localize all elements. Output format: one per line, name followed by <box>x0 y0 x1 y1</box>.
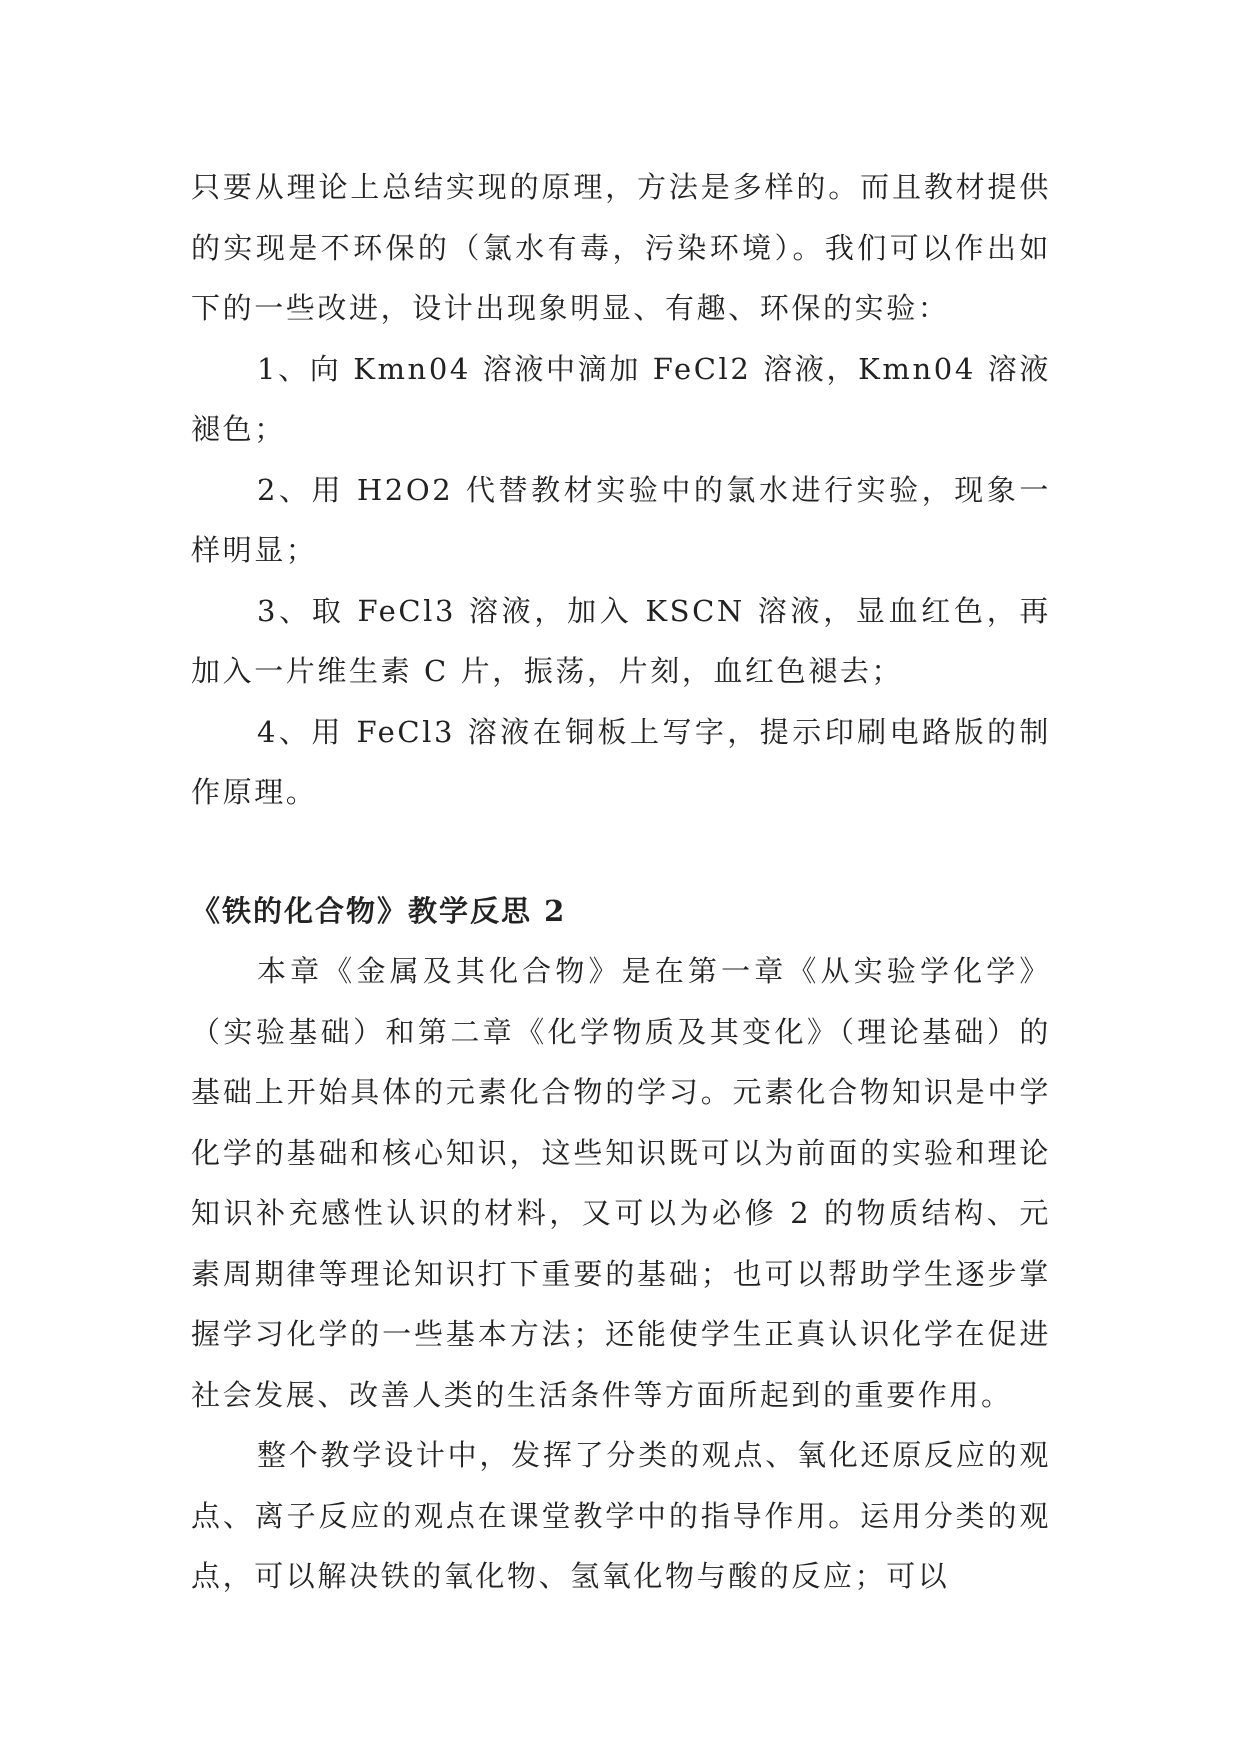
list-item-1: 1、向 Kmn04 溶液中滴加 FeCl2 溶液，Kmn04 溶液褪色； <box>191 351 1051 446</box>
paragraph-intro: 只要从理论上总结实现的原理，方法是多样的。而且教材提供的实现是不环保的（氯水有毒，污染环境）。我们可以作出如下的一些改进，设计出现象明显、有趣、环保的实验： <box>191 170 1051 325</box>
document-page <box>191 157 1051 1607</box>
list-item-4: 4、用 FeCl3 溶液在铜板上写字，提示印刷电路版的制作原理。 <box>191 714 1051 809</box>
list-item-2: 2、用 H2O2 代替教材实验中的氯水进行实验，现象一样明显； <box>191 472 1051 567</box>
section-heading: 《铁的化合物》教学反思 2 <box>191 893 567 928</box>
paragraph-teaching-design: 整个教学设计中，发挥了分类的观点、氧化还原反应的观点、离子反应的观点在课堂教学中的指导作用。运用分类的观点，可以解决铁的氧化物、氢氧化物与酸的反应；可以 <box>191 1438 1051 1593</box>
list-item-3: 3、取 FeCl3 溶液，加入 KSCN 溶液，显血红色，再加入一片维生素 C 片，振荡，片刻，血红色褪去； <box>191 593 1051 688</box>
paragraph-chapter-overview: 本章《金属及其化合物》是在第一章《从实验学化学》（实验基础）和第二章《化学物质及其变化》（理论基础）的基础上开始具体的元素化合物的学习。元素化合物知识是中学化学的基础和核心知识，这些知识既可以为前面的实验和理论知识补充感性认识的材料，又可以为必修 2 的物质结构、元素周期律等理论知识打下重要的基础；也可以帮助学生逐步掌握学习化学的一些基本方法；还能使学生正真认识化学在促进社会发展、改善人类的生活条件等方面所起到的重要作用。 <box>191 954 1051 1412</box>
